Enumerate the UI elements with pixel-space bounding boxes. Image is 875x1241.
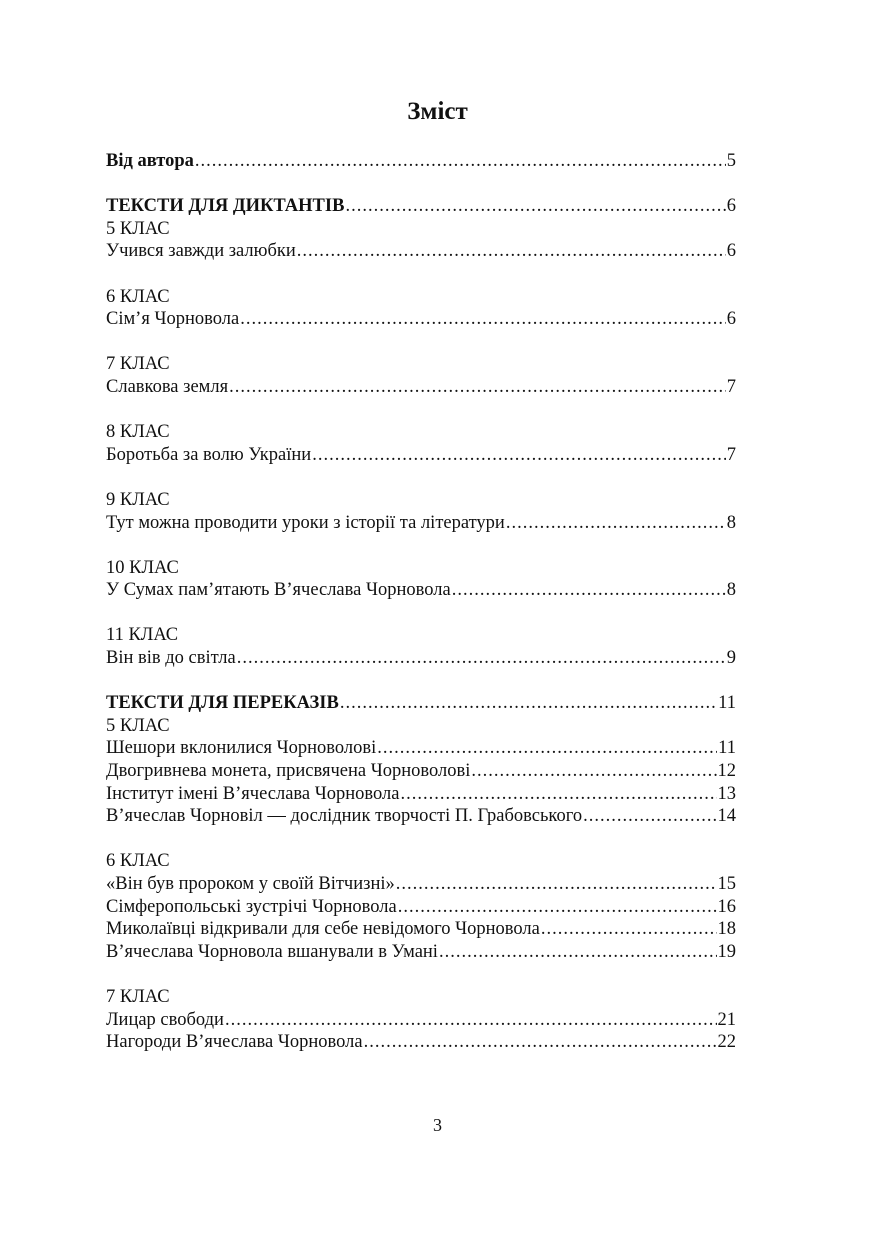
grade-heading: 10 КЛАС (106, 557, 179, 578)
toc-entry-label: Двогривнева монета, присвячена Чорноволові (106, 761, 471, 782)
toc-entry-page: 11 (718, 693, 736, 714)
toc-entry[interactable] (106, 873, 736, 896)
toc-entry-page: 6 (726, 309, 736, 330)
toc-entry-label: В’ячеслава Чорновола вшанували в Умані (106, 941, 438, 962)
toc-entry-label: «Він був пророком у своїй Вітчизні» (106, 874, 395, 894)
dot-leader (377, 737, 717, 760)
dot-leader (400, 783, 716, 806)
toc-entry-label: Миколаївці відкривали для себе невідомого Чорновола (106, 919, 540, 940)
footer-page-number: 3 (433, 1115, 442, 1135)
toc-entry-page: 8 (726, 580, 736, 601)
toc-entry-label: Тут можна проводити уроки з історії та літератури (106, 512, 505, 533)
toc-section-dictations[interactable] (106, 195, 736, 218)
toc-entry[interactable] (106, 941, 736, 964)
toc-entry-page: 5 (726, 151, 736, 171)
toc-entry[interactable] (106, 240, 736, 263)
dot-leader (297, 240, 726, 263)
dot-leader (583, 805, 716, 828)
dot-leader (225, 1009, 717, 1032)
toc-entry-label: Нагороди В’ячеслава Чорновола (106, 1032, 363, 1053)
grade-heading: 7 КЛАС (106, 354, 170, 375)
dot-leader (541, 918, 717, 941)
dot-leader (240, 308, 726, 331)
toc-entry-label: Шешори вклонилися Чорноволові (106, 738, 377, 759)
toc-entry-label: Від автора (106, 151, 194, 171)
toc-entry-page: 22 (717, 1032, 736, 1053)
toc-section-retellings[interactable] (106, 692, 736, 715)
toc-entry-label: Сімферопольські зустрічі Чорновола (106, 896, 397, 917)
toc-entry-page: 19 (717, 941, 736, 962)
toc-section-label: ТЕКСТИ ДЛЯ ПЕРЕКАЗІВ (106, 693, 339, 714)
toc-entry[interactable] (106, 737, 736, 760)
toc-entry[interactable] (106, 805, 736, 828)
dot-leader (396, 873, 717, 896)
toc-entry-from-author[interactable] (106, 150, 736, 173)
grade-heading: 8 КЛАС (106, 422, 170, 443)
toc-entry-page: 18 (717, 919, 736, 940)
toc-entry[interactable] (106, 579, 736, 602)
grade-heading: 6 КЛАС (106, 851, 170, 872)
toc-entry-label: Сім’я Чорновола (106, 309, 240, 330)
toc-entry[interactable] (106, 1031, 736, 1054)
toc-entry[interactable] (106, 308, 736, 331)
toc-entry[interactable] (106, 896, 736, 919)
toc-entry[interactable] (106, 783, 736, 806)
toc-entry[interactable] (106, 760, 736, 783)
toc-entry-page: 16 (717, 896, 736, 917)
toc-entry-page: 21 (717, 1009, 736, 1030)
dot-leader (345, 195, 725, 218)
dot-leader (340, 692, 717, 715)
grade-heading: 6 КЛАС (106, 286, 170, 307)
dot-leader (506, 512, 726, 535)
dot-leader (452, 579, 726, 602)
toc-entry-page: 7 (726, 376, 736, 397)
toc-entry-label: Лицар свободи (106, 1009, 224, 1030)
toc-entry-label: Боротьба за волю України (106, 444, 312, 465)
dot-leader (237, 647, 726, 670)
grade-heading: 5 КЛАС (106, 715, 170, 736)
toc-entry-label: Учився завжди залюбки (106, 241, 296, 262)
toc-entry-page: 12 (717, 761, 736, 782)
toc-entry-page: 13 (717, 783, 736, 804)
dot-leader (439, 941, 717, 964)
grade-heading: 9 КЛАС (106, 489, 170, 510)
toc-entry-page: 6 (726, 241, 736, 262)
toc-entry-label: Славкова земля (106, 376, 229, 397)
dot-leader (195, 150, 726, 173)
grade-heading: 5 КЛАС (106, 218, 170, 239)
dot-leader (364, 1031, 717, 1054)
grade-heading: 11 КЛАС (106, 625, 179, 646)
toc-entry-label: Він вів до світла (106, 648, 236, 669)
dot-leader (471, 760, 716, 783)
dot-leader (398, 896, 717, 919)
page-title: Зміст (407, 98, 468, 125)
toc-entry[interactable] (106, 444, 736, 467)
dot-leader (312, 444, 726, 467)
toc-entry-page: 14 (717, 806, 736, 827)
toc-entry[interactable] (106, 918, 736, 941)
toc-entry[interactable] (106, 512, 736, 535)
toc-entry-label: У Сумах пам’ятають В’ячеслава Чорновола (106, 580, 451, 601)
toc-entry-page: 9 (726, 648, 736, 669)
toc-entry-page: 6 (726, 196, 736, 217)
table-of-contents (106, 150, 736, 1054)
toc-entry-page: 11 (718, 738, 736, 759)
toc-entry[interactable] (106, 647, 736, 670)
toc-entry-page: 7 (726, 444, 736, 465)
toc-entry-label: В’ячеслав Чорновіл — дослідник творчості П. Грабовського (106, 806, 583, 827)
toc-entry-page: 8 (726, 512, 736, 533)
toc-entry-label: Інститут імені В’ячеслава Чорновола (106, 783, 400, 804)
toc-entry-page: 15 (717, 874, 736, 894)
grade-heading: 7 КЛАС (106, 986, 170, 1007)
toc-entry[interactable] (106, 1009, 736, 1032)
toc-entry[interactable] (106, 376, 736, 399)
dot-leader (229, 376, 726, 399)
toc-section-label: ТЕКСТИ ДЛЯ ДИКТАНТІВ (106, 196, 345, 217)
